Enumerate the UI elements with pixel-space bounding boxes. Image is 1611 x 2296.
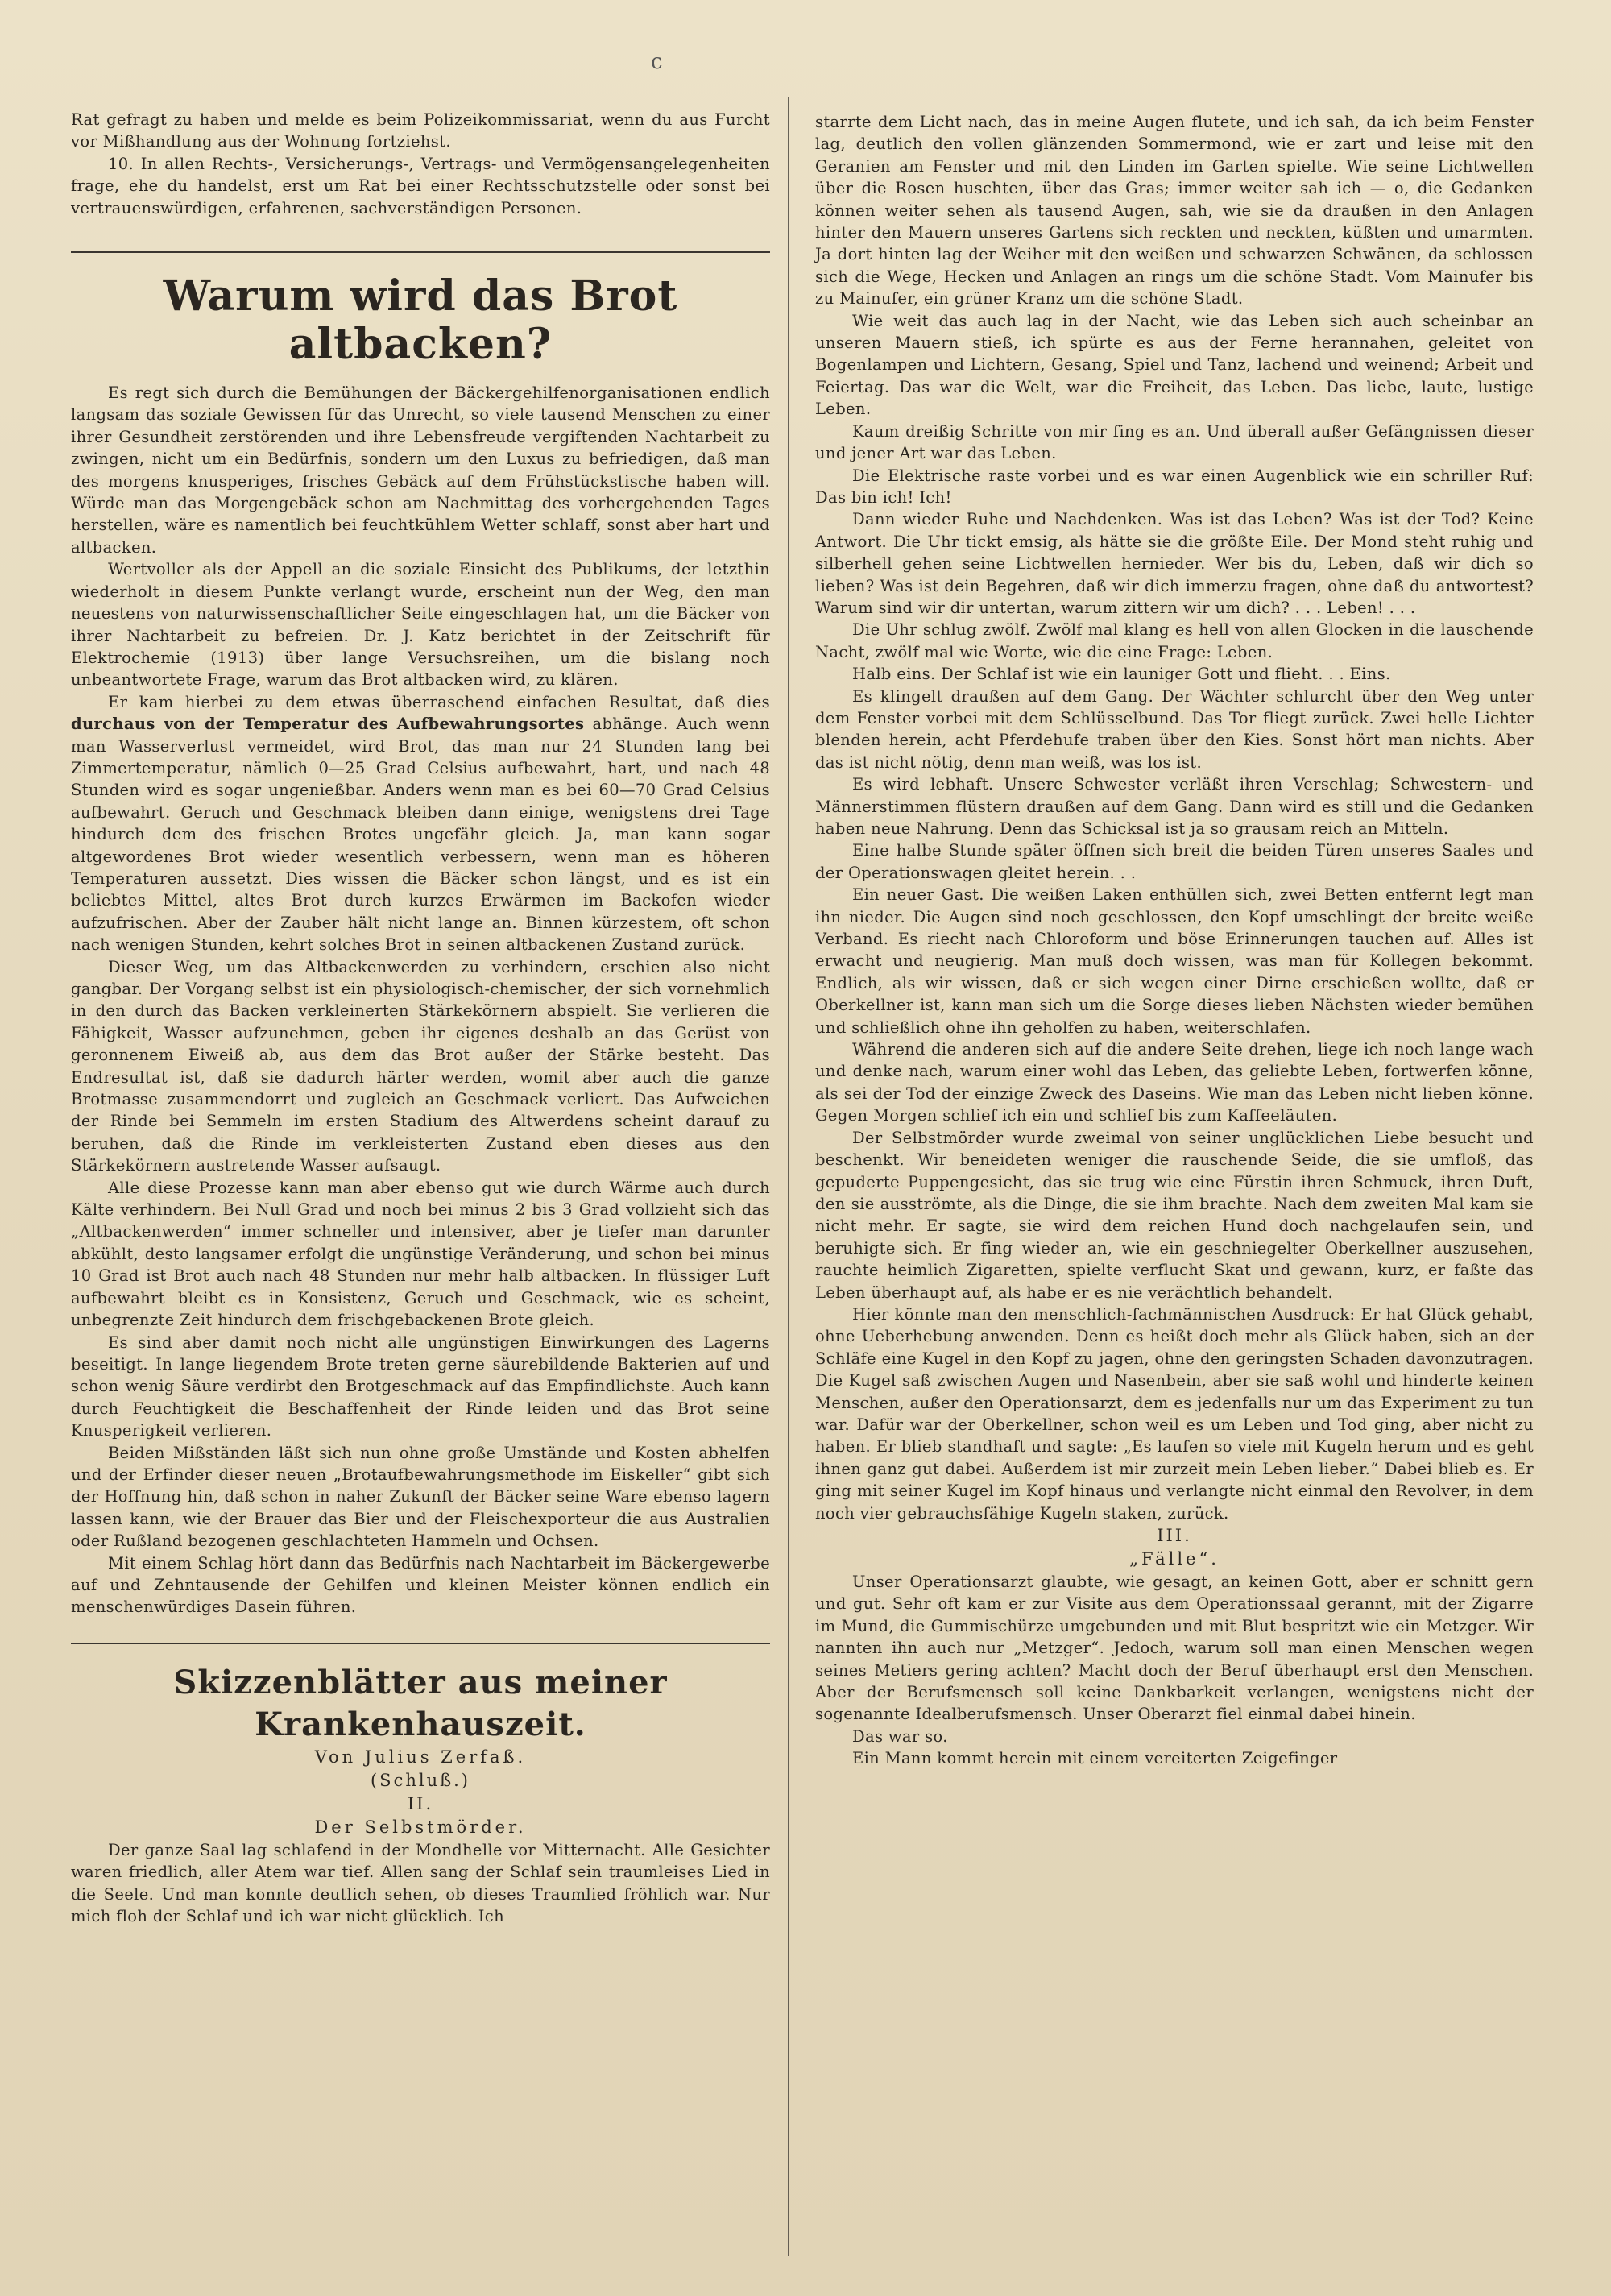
story-paragraph: Kaum dreißig Schritte von mir fing es an. Und überall außer Gefängnissen dieser und jener Art war das Leben. [815,421,1534,463]
left-column [71,109,770,1927]
story-paragraph: Halb eins. Der Schlaf ist wie ein launiger Gott und flieht. . . Eins. [852,665,1391,684]
story-paragraph-2: Das war so. [852,1726,948,1746]
article-bread-paragraph: Er kam hierbei zu dem etwas überraschend einfachen Resultat, daß dies durchaus von der Temperatur des Aufbewahrungsortes abhänge. Auch wenn man Wasserverlust vermeidet, wird Brot, das man nur 24 Stunden lang bei Zimmertemperatur, nämlich 0—25 Grad Celsius aufbewahrt, hart, und nach 48 Stunden wird es sogar ungenießbar. Anders wenn man es bei 60—70 Grad Celsius aufbewahrt. Geruch und Geschmack bleiben dann einige, wenigstens drei Tage hindurch dem des frischen Brotes ungefähr gleich. Ja, man kann sogar altgewordenes Brot wieder wesentlich verbessern, wenn man es höheren Temperaturen aussetzt. Dies wissen die Bäcker schon längst, und es ist ein beliebtes Mittel, altes Brot durch kurzes Erwärmen im Backofen wieder aufzufrischen. Aber der Zauber hält nicht lange an. Binnen kürzestem, oft schon nach wenigen Stunden, kehrt solches Brot in seinen altbackenen Zustand zurück. [71,692,770,955]
section-rule-1 [71,219,770,253]
page-mark: c [651,50,663,74]
article-bread-paragraph: Wertvoller als der Appell an die soziale Einsicht des Publikums, der letzthin wiederholt in diesem Punkte verlangt wurde, erscheint nun der Weg, den man neuestens von naturwissenschaftlicher Seite eingeschlagen hat, um die Bäcker von ihrer Nachtarbeit zu befreien. Dr. J. Katz berichtet in der Zeitschrift für Elektrochemie (1913) über lange Versuchsreihen, um die bislang noch unbeantwortete Frage, warum das Brot altbacken wird, zu klären. [71,560,770,690]
intro-paragraph-1: Rat gefragt zu haben und melde es beim Polizeikommissariat, wenn du aus Furcht vor Mißhandlung aus der Wohnung fortziehst. [71,110,770,151]
story-paragraph-2: Ein Mann kommt herein mit einem vereiterten Zeigefinger [852,1749,1338,1768]
article-bread-paragraph: Mit einem Schlag hört dann das Bedürfnis nach Nachtarbeit im Bäckergewerbe auf und Zehntausende der Gehilfen und kleinen Meister können endlich ein menschenwürdiges Dasein führen. [71,1553,770,1617]
story-paragraph: Dann wieder Ruhe und Nachdenken. Was ist das Leben? Was ist der Tod? Keine Antwort. Die Uhr tickt emsig, als hätte sie die größte Eile. Der Mond steht ruhig und silberhell gehen seine Lichtwellen hernieder. Wer bis du, Leben, daß wir dich so lieben? Was ist dein Begehren, daß wir dich immerzu fragen, ohne daß du antwortest? Warum sind wir dir untertan, warum zittern wir um dich? . . . Leben! . . . [815,510,1534,617]
story-paragraph: Die Elektrische raste vorbei und es war einen Augenblick wie ein schriller Ruf: Das bin ich! Ich! [815,466,1534,507]
story-paragraph: Hier könnte man den menschlich-fachmännischen Ausdruck: Er hat Glück gehabt, ohne Ueberhebung anwenden. Denn es heißt doch mehr als Glück haben, sich an der Schläfe eine Kugel in den Kopf zu jagen, ohne den geringsten Schaden davonzutragen. Die Kugel saß zwischen Augen und Nasenbein, aber sie saß wohl und hinderte keinen Menschen, außer den Operationsarzt, dem es jedenfalls nur um das Experiment zu tun war. Dafür war der Oberkellner, schon weil es um Leben und Tod ging, aber nicht zu haben. Er blieb standhaft und sagte: „Es laufen so viele mit Kugeln herum und es geht ihnen ganz gut dabei. Außerdem ist mir zurzeit mein Leben lieber.“ Dabei blieb es. Er ging mit seiner Kugel im Kopf hinaus und verlangte nicht einmal den Revolver, in dem noch vier gebrauchsfähige Kugeln staken, zurück. [815,1304,1534,1523]
story-paragraph: Ein neuer Gast. Die weißen Laken enthüllen sich, zwei Betten entfernt legt man ihn nieder. Die Augen sind noch geschlossen, den Kopf umschlingt der breite weiße Verband. Es riecht nach Chloroform und böse Erinnerungen tauchen auf. Alles ist erwacht und neugierig. Man muß doch wissen, was man für Kollegen bekommt. Endlich, als wir wissen, daß er sich wegen einer Dirne erschießen wollte, daß er Oberkellner ist, kann man sich um die Sorge dieses lieben Nächsten wieder bemühen und schließlich ohne ihn geholfen zu haben, weiterschlafen. [815,885,1534,1037]
article-bread-paragraph: Es regt sich durch die Bemühungen der Bäckergehilfenorganisationen endlich langsam das soziale Gewissen für das Unrecht, so viele tausend Menschen zu einer ihrer Gesundheit zerstörenden und ihre Lebensfreude vergiftenden Nachtarbeit zu zwingen, nicht um ein Bedürfnis, sondern um den Luxus zu befriedigen, daß man des morgens knusperiges, frisches Gebäck auf dem Frühstückstische haben will. Würde man das Morgengebäck schon am Nachmittag des vorhergehenden Tages herstellen, wäre es namentlich bei feuchtkühlem Wetter schlaff, sonst aber hart und altbacken. [71,383,770,557]
story-paragraph: Während die anderen sich auf die andere Seite drehen, liege ich noch lange wach und denke nach, warum einer wohl das Leben, das geliebte Leben, fortwerfen könne, als sei der Tod der einzige Zweck des Daseins. Wie man das Leben nicht lieben könne. Gegen Morgen schlief ich ein und schlief bis zum Kaffeeläuten. [815,1040,1534,1125]
section-rule-2 [71,1618,770,1644]
story-paragraph-2: Unser Operationsarzt glaubte, wie gesagt, an keinen Gott, aber er schnitt gern und gut. Sehr oft kam er zur Visite aus dem Operationssaal gerannt, mit der Zigarre im Mund, die Gummischürze umgebunden und mit Blut bespritzt wie ein Metzger. Wir nannten ihn auch nur „Metzger“. Jedoch, warum soll man einen Menschen wegen seines Metiers gering achten? Macht doch der Beruf überhaupt erst den Menschen. Aber der Berufsmensch soll keine Dankbarkeit verlangen, wenigstens nicht der sogenannte Idealberufsmensch. Unser Oberarzt fiel einmal dabei hinein. [815,1573,1534,1724]
story-paragraph: Eine halbe Stunde später öffnen sich breit die beiden Türen unseres Saales und der Operationswagen gleitet herein. . . [815,841,1534,882]
story-paragraph: Wie weit das auch lag in der Nacht, wie das Leben sich auch scheinbar an unseren Mauern stieß, ich spürte es aus der Ferne herannahen, geleitet von Bogenlampen und Lichtern, Gesang, Spiel und Tanz, lachend und weinend; Arbeit und Feiertag. Das war die Welt, war die Freiheit, das Leben. Das liebe, laute, lustige Leben. [815,311,1534,419]
article-bread-paragraph: Beiden Mißständen läßt sich nun ohne große Umstände und Kosten abhelfen und der Erfinder dieser neuen „Brotaufbewahrungsmethode im Eiskeller“ gibt sich der Hoffnung hin, daß schon in naher Zukunft der Bäcker seine Ware ebenso lagern lassen kann, wie der Brauer das Bier und der Fleischexporteur die aus Australien oder Rußland bezogenen geschlachteten Hammeln und Ochsen. [71,1443,770,1551]
story-paragraph: Der Selbstmörder wurde zweimal von seiner unglücklichen Liebe besucht und beschenkt. Wir beneideten weniger die rauschende Seide, die sie umfloß, das gepuderte Puppengesicht, das sie trug wie eine Fürstin ihren Schmuck, ihren Duft, den sie ausströmte, als die Dinge, die sie ihm brachte. Nach dem zweiten Mal kam sie nicht mehr. Er sagte, sie wird dem reichen Hund doch nachgelaufen sein, und beruhigte sich. Er fing wieder an, wie ein geschniegelter Oberkellner auszusehen, rauchte heimlich Zigaretten, spielte verflucht Skat und gewann, kurz, er faßte das Leben überhaupt auf, als habe er es nie verächtlich behandelt. [815,1128,1534,1302]
article-bread-paragraph: Dieser Weg, um das Altbackenwerden zu verhindern, erschien also nicht gangbar. Der Vorgang selbst ist ein physiologisch-chemischer, der sich vornehmlich in den durch das Backen verkleinerten Stärkekörnern abspielt. Sie verlieren die Fähigkeit, Wasser aufzunehmen, geben ihr eigenes deshalb an das Gerüst von geronnenem Eiweiß ab, aus dem das Brot außer der Stärke besteht. Das Endresultat ist, daß sie dadurch härter werden, womit aber auch die ganze Brotmasse zusammendorrt und zugleich an Geschmack verliert. Das Aufweichen der Rinde bei Semmeln im ersten Stadium des Altwerdens scheint darauf zu beruhen, daß die Rinde im verkleisterten Zustand eben dieses aus den Stärkekörnern austretende Wasser aufsaugt. [71,957,770,1175]
story-paragraph: starrte dem Licht nach, das in meine Augen flutete, und ich sah, da ich beim Fenster lag, deutlich den vollen glänzenden Sommermond, wie er zart und leise mit den Geranien am Fenster und mit den Linden im Garten spielte. Wie seine Lichtwellen über die Rosen huschten, über das Gras; immer weiter sah ich — o, die Gedanken können weiter sehen als tausend Augen, sah, wie sie da draußen in den Anlagen hinter den Mauern unseres Gartens sich reckten und neckten, küßten und umarmten. Ja dort hinten lag der Weiher mit den weißen und schwarzen Schwänen, da schlossen sich die Wege, Hecken und Anlagen an rings um die schöne Stadt. Vom Mainufer bis zu Mainufer, ein grüner Kranz um die schöne Stadt. [815,113,1534,309]
story-paragraph: Die Uhr schlug zwölf. Zwölf mal klang es hell von allen Glocken in die lauschende Nacht, zwölf mal wie Worte, wie die eine Frage: Leben. [815,620,1534,661]
article-bread-paragraph: Es sind aber damit noch nicht alle ungünstigen Einwirkungen des Lagerns beseitigt. In lange liegendem Brote treten gerne säurebildende Bakterien auf und schon wenig Säure verdirbt den Brotgeschmack auf das Empfindlichste. Auch kann durch Feuchtigkeit die Beschaffenheit der Rinde leiden und das Brot seine Knusperigkeit verlieren. [71,1332,770,1440]
column-divider [788,97,789,2256]
intro-paragraph-2: 10. In allen Rechts-, Versicherungs-, Vertrags- und Vermögensangelegenheiten frage, ehe du handelst, erst um Rat bei einer Rechtsschutzstelle oder sonst bei vertrauenswürdigen, erfahrenen, sachverständigen Personen. [71,154,770,218]
article-note: (Schluß.) [370,1770,470,1790]
section-number-3: III. [1157,1526,1192,1545]
story-paragraph: Es klingelt draußen auf dem Gang. Der Wächter schlurcht über den Weg unter dem Fenster vorbei mit dem Schlüsselbund. Das Tor fliegt zurück. Zwei helle Lichter blenden herein, acht Pferdehufe traben über den Kies. Sonst hört man nichts. Aber das ist nicht nötig, denn man weiß, was los ist. [815,686,1534,772]
article-title-bread: Warum wird das Brot altbacken? [163,271,678,370]
section-title-3: „Fälle“. [1129,1549,1220,1569]
section-number: II. [407,1793,434,1813]
section-subtitle: Der Selbstmörder. [314,1817,527,1837]
story-paragraph: Es wird lebhaft. Unsere Schwester verläßt ihren Verschlag; Schwestern- und Männerstimmen flüstern draußen auf dem Gang. Dann wird es still und die Gedanken haben neue Nahrung. Denn das Schicksal ist ja so grausam reich an Mitteln. [815,775,1534,838]
article-sketches-paragraph: Der ganze Saal lag schlafend in der Mondhelle vor Mitternacht. Alle Gesichter waren friedlich, aller Atem war tief. Allen sang der Schlaf sein traumleises Lied in die Seele. Und man konnte deutlich sehen, ob dieses Traumlied fröhlich war. Nur mich floh der Schlaf und ich war nicht glücklich. Ich [71,1840,770,1925]
right-column [815,111,1534,1770]
article-bread-paragraph: Alle diese Prozesse kann man aber ebenso gut wie durch Wärme auch durch Kälte verhindern. Bei Null Grad und noch bei minus 2 bis 3 Grad vollzieht sich das „Altbackenwerden“ immer schneller und intensiver, aber je tiefer man darunter abkühlt, desto langsamer erfolgt die ungünstige Veränderung, und schon bei minus 10 Grad ist Brot auch nach 48 Stunden nur mehr halb altbacken. In flüssiger Luft aufbewahrt bleibt es in Konsistenz, Geruch und Geschmack, wie es scheint, unbegrenzte Zeit hindurch dem frischgebackenen Brote gleich. [71,1178,770,1330]
article-byline: Von Julius Zerfaß. [314,1747,527,1767]
article-title-sketches: Skizzenblätter aus meiner Krankenhauszeit. [173,1663,668,1743]
